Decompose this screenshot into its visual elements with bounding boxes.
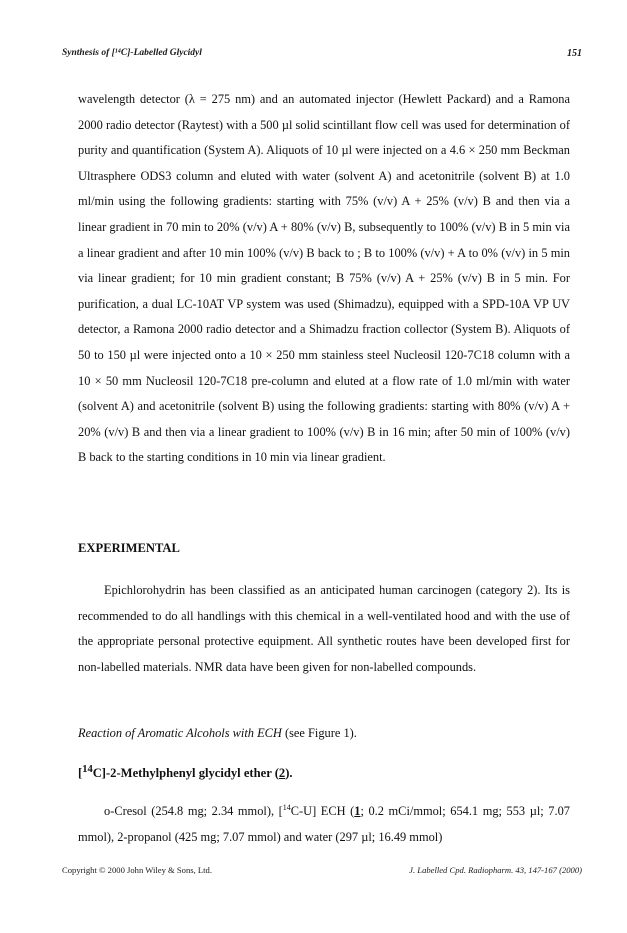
section-heading: EXPERIMENTAL: [78, 541, 180, 555]
compound-heading: [78, 764, 293, 781]
experimental-paragraph: Epichlorohydrin has been classified as an anticipated human carcinogen (category 2). Its is recommended to do all handlings with this chemical in a well-ventilated hood and with the use of the appropriate personal protective equipment. All synthetic routes have been developed first for non-labelled materials. NMR data have been given for non-labelled compounds.: [78, 583, 570, 674]
procedure-text-2: C-U] ECH (: [290, 804, 355, 819]
footer-citation: J. Labelled Cpd. Radiopharm. 43, 147-167 (2000): [409, 865, 582, 875]
compound-procedure-block: [78, 795, 570, 850]
running-head: [62, 45, 582, 63]
page-footer: [62, 865, 582, 879]
experimental-block: [78, 578, 570, 680]
subsection-heading: [78, 726, 357, 741]
procedure-text-3: ; 0.2 mCi/mmol; 654.1 mg; 553 µl; 7.07 mmol), 2-propanol (425 mg; 7.07 mmol) and water (297 µl; 16.49 mmol): [78, 804, 570, 844]
procedure-isotope-superscript: 14: [282, 803, 291, 812]
methods-paragraph: wavelength detector (λ = 275 nm) and an automated injector (Hewlett Packard) and a Ramona 2000 radio detector (Raytest) with a 500 µl solid scintillant flow cell was used for determination of purity and quantification (System A). Aliquots of 10 µl were injected on a 4.6 × 250 mm Beckman Ultrasphere ODS3 column and eluted with water (solvent A) and acetonitrile (solvent B) at 1.0 ml/min using the following gradients: starting with 75% (v/v) A + 25% (v/v) B and then via a linear gradient in 70 min to 20% (v/v) A + 80% (v/v) B, subsequently to 100% (v/v) B in 5 min via a linear gradient and after 10 min 100% (v/v) B back to ; B to 100% (v/v) + A to 0% (v/v) in 5 min via linear gradient; for 10 min gradient constant; B 75% (v/v) A + 25% (v/v) B in 5 min. For purification, a dual LC-10AT VP system was used (Shimadzu), equipped with a SPD-10A VP UV detector, a Ramona 2000 radio detector and a Shimadzu fraction collector (System B). Aliquots of 50 to 150 µl were injected onto a 10 × 250 mm stainless steel Nucleosil 120-7C18 column with a 10 × 50 mm Nucleosil 120-7C18 pre-column and eluted at a flow rate of 1.0 ml/min with water (solvent A) and acetonitrile (solvent B) using the following gradients: starting with 80% (v/v) A + 20% (v/v) B and then via a linear gradient to 100% (v/v) B in 16 min; after 50 min of 100% (v/v) B back to the starting conditions in 10 min via linear gradient.: [78, 92, 570, 465]
compound-suffix: ).: [285, 766, 293, 781]
footer-copyright: Copyright © 2000 John Wiley & Sons, Ltd.: [62, 865, 212, 875]
running-head-title: Synthesis of [¹⁴C]-Labelled Glycidyl: [62, 48, 202, 58]
subsection-figure-ref: (see Figure 1).: [281, 726, 357, 740]
isotope-superscript: 14: [82, 764, 93, 775]
compound-number: 2: [278, 766, 286, 781]
compound-prefix: [: [78, 766, 83, 781]
procedure-text-1: o-Cresol (254.8 mg; 2.34 mmol), [: [104, 804, 283, 819]
compound-name: C]-2-Methylphenyl glycidyl ether (: [92, 766, 279, 781]
compound-procedure-paragraph: [78, 795, 570, 850]
procedure-compound-ref: 1: [354, 804, 361, 819]
methods-block: [78, 87, 570, 471]
page-number: 151: [567, 48, 582, 59]
subsection-title: Reaction of Aromatic Alcohols with ECH: [78, 726, 282, 740]
